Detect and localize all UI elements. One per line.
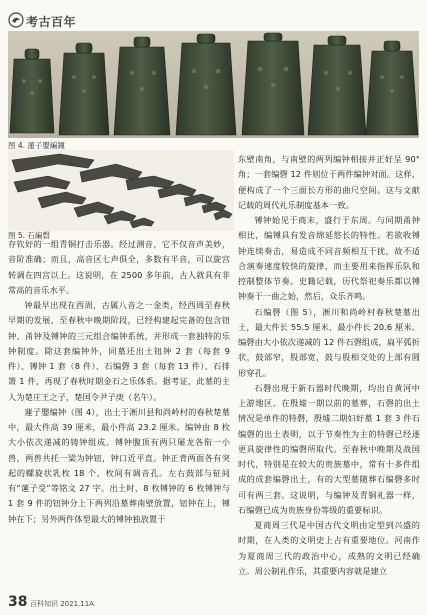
- section-header: [8, 10, 98, 32]
- page-number: 38: [8, 594, 28, 610]
- section-title: 考古百年: [26, 15, 77, 29]
- stone-chimes-photo: [8, 150, 234, 231]
- paragraph: 钟最早出现在西周，古属八音之一金类，经西周至春秋早期的发展，至春秋中晚期阶段，已经构建起完备的包含钮钟、甬钟及镈钟的三元组合编钟系统，并形成一套独特的乐钟制度。除这套编钟外，同墓还出土钮钟 2 套（每套 9 件）、镈钟 1 套（8 件）、石编磬 3 套（每套 13 件）、石排箫 1 件，再现了春秋时期金石之乐体系。据考证，此墓的主人为楚庄王之子，楚国令尹子庚（名午）。: [8, 300, 230, 402]
- bronze-bells-photo: [8, 31, 419, 138]
- paragraph: 东壁南角，与南壁的两列编钟相接并正好呈 90°角；一套编磬 12 件则位于两件编钟对面。这样，便构成了一个三面长方形的曲尺空间。这与文献记载的周代礼乐制度基本一致。: [238, 154, 420, 210]
- paragraph: 石编磬（图 5），淅川和尚岭村春秋楚墓出土，最大件长 55.5 厘米，最小件长 20.6 厘米。编磬由大小依次递减的 12 件石磬组成，扁平弧折状，鼓部窄，股部宽，鼓与股相交处的上部有圆形穿孔。: [238, 306, 420, 378]
- paragraph: 存钦好的一组青铜打击乐器。经过测音，它不仅音声美妙，音阶准确；而且，高音区七声俱全，多数有半音，可以旋宫转调在四宫以上。这说明，在 2500 多年前，古人就具有非常高的音乐水平。: [8, 239, 230, 295]
- left-text-column: [8, 237, 230, 527]
- figure4-caption: 图 4. 蓮子嬰編鐘: [8, 141, 65, 150]
- paragraph: 蓮子嬰编钟（图 4），出土于淅川县和尚岭村的春秋楚墓中，最大件高 39 厘米，最小件高 23.2 厘米。编钟由 8 枚大小依次递减的铸钟组成。镈钟腹顶有两只屡龙各衔一小兽，两兽共托一梁为钟钮，钟口近平直。钟正背两面各有突起的螺旋状乳枚 18 个，枚间有调音孔。左右鼓部与钲间有“蓮子受”等铭文 27 字。出土时，8 枚镈钟的 6 枚镈钟与 1 套 9 件的钮钟分上下两列沿墓葬南壁放置，钮钟在上，镈钟在下；另外两件体型最大的镈钟独放置于: [8, 406, 230, 524]
- paragraph: 夏商周三代是中国古代文明由定型到兴盛的时期，在人类的文明史上占有重要地位。河南作为夏商周三代的政治中心，成熟的文明已经确立。周公制礼作乐，其重要内容就是建立: [238, 520, 420, 576]
- journal-issue: 百科知识 2021.11A: [30, 600, 94, 608]
- paragraph: 镈钟始见于商末，盛行于东周。与同期甬钟相比，编镈具有发音绵延悠长的特性。若欲收镈钟连续奏击，易造成不同音频相互干扰，故不适合演奏速度较快的旋律，而主要用来指挥乐队和控制整体节奏。史籍记载，历代祭祀奏乐都以镈钟奏于一曲之始，然后，众乐齐鸣。: [238, 215, 420, 302]
- right-text-column: [238, 152, 420, 579]
- figure5-caption: 图 5. 石編磬: [8, 231, 50, 240]
- paragraph: 石磬出现于新石器时代晚期，均出自黄河中上游地区。在殷墟一期以前的墓葬，石磬的出土情况是单件的特磬，殷墟二期妇好墓 1 套 3 件石编磬的出土表明，以于节奏性为主的特磬已经逐更具旋律性的编磬所取代。至春秋中晚期及战国时代，特别是在较大的贵族墓中，常有十多件组成的成套编磬出土，有的大型墓随葬石编磬多时可有两三套。这说明，与编钟及青铜礼器一样，石编磬已成为贵族身份等级的重要标识。: [238, 382, 420, 515]
- bird-emblem-icon: [8, 12, 24, 28]
